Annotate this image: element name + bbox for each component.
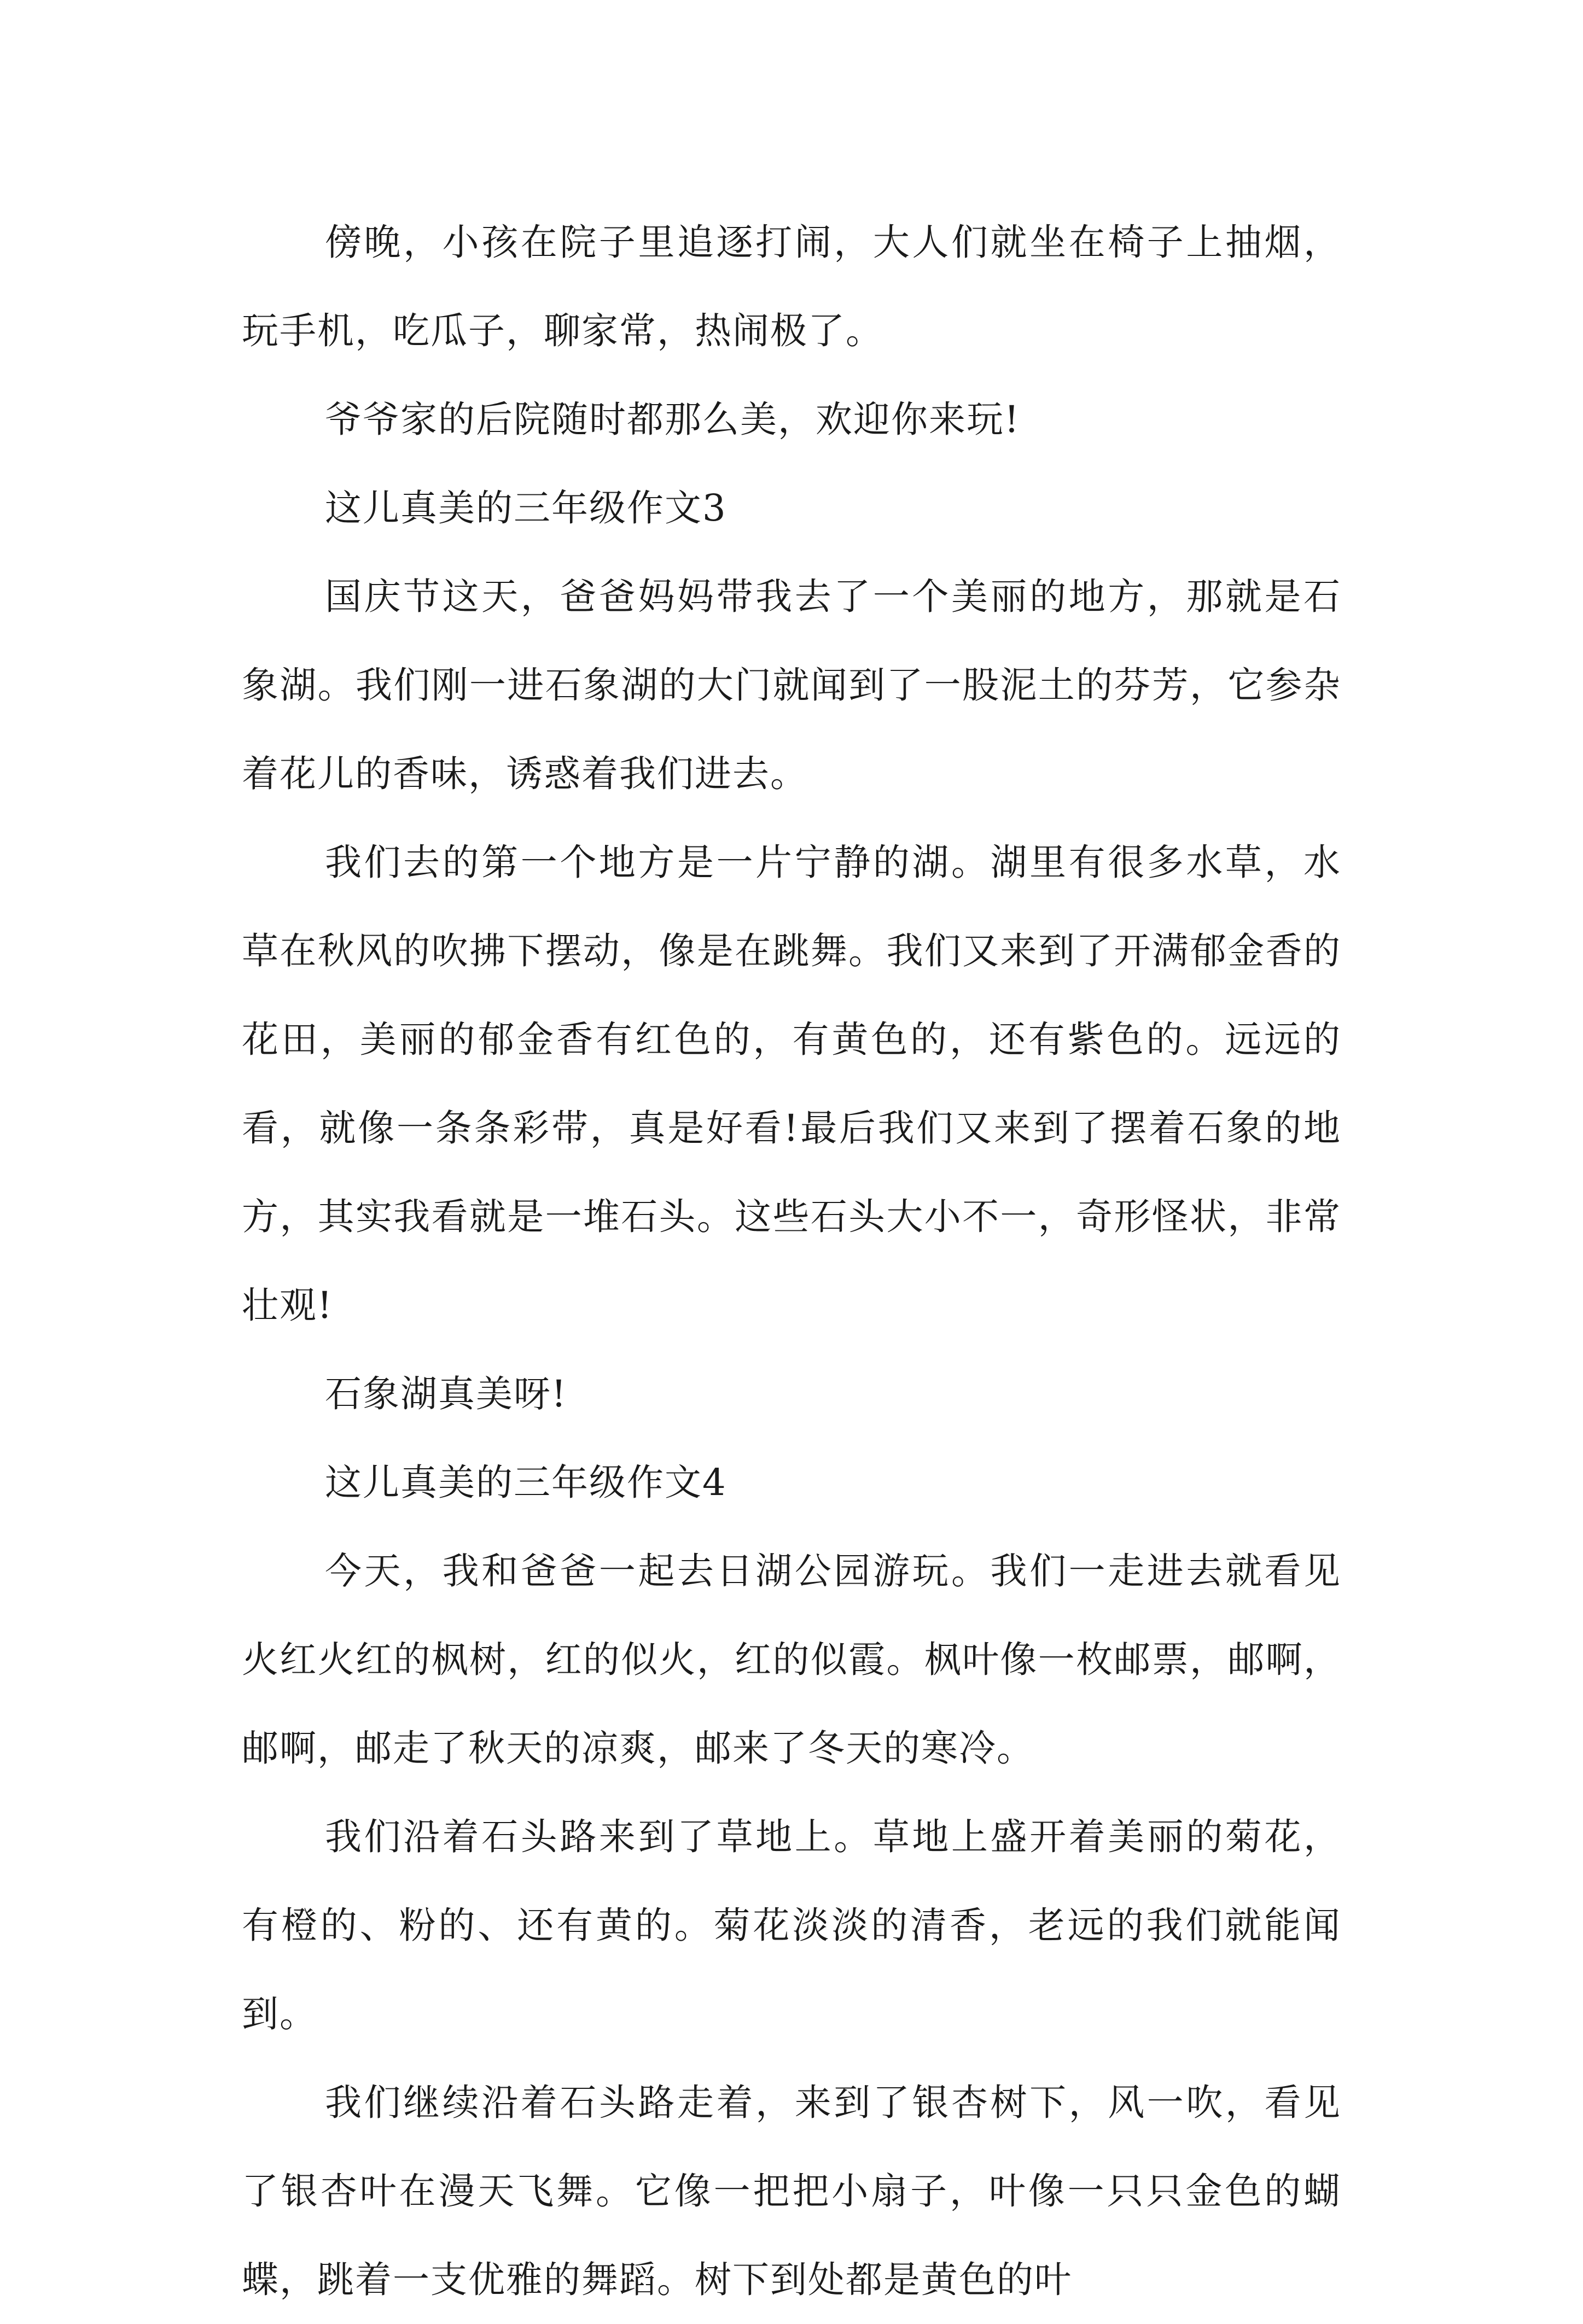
paragraph-national-day: 国庆节这天，爸爸妈妈带我去了一个美丽的地方，那就是石象湖。我们刚一进石象湖的大门就闻到了一股泥土的芬芳，它参杂着花儿的香味，诱惑着我们进去。: [242, 575, 1341, 795]
paragraph-stone-lake: 石象湖真美呀!: [325, 1373, 567, 1415]
paragraph-lake: 我们去的第一个地方是一片宁静的湖。湖里有很多水草，水草在秋风的吹拂下摆动，像是在跳舞。我们又来到了开满郁金香的花田，美丽的郁金香有红色的，有黄色的，还有紫色的。远远的看，就像一条条彩带，真是好看!最后我们又来到了摆着石象的地方，其实我看就是一堆石头。这些石头大小不一，奇形怪状，非常壮观!: [242, 841, 1341, 1327]
paragraph-grass: 我们沿着石头路来到了草地上。草地上盛开着美丽的菊花，有橙的、粉的、还有黄的。菊花淡淡的清香，老远的我们就能闻到。: [242, 1815, 1341, 2035]
paragraph-ginkgo: 我们继续沿着石头路走着，来到了银杏树下，风一吹，看见了银杏叶在漫天飞舞。它像一把把小扇子，叶像一只只金色的蝴蝶，跳着一支优雅的舞蹈。树下到处都是黄色的叶: [242, 2081, 1341, 2301]
essay-heading-3: 这儿真美的三年级作文3: [325, 487, 727, 529]
paragraph-park: 今天，我和爸爸一起去日湖公园游玩。我们一走进去就看见火红火红的枫树，红的似火，红的似霞。枫叶像一枚邮票，邮啊，邮啊，邮走了秋天的凉爽，邮来了冬天的寒冷。: [242, 1550, 1341, 1770]
document-body: [242, 198, 1341, 2324]
paragraph-evening: 傍晚，小孩在院子里追逐打闹，大人们就坐在椅子上抽烟，玩手机，吃瓜子，聊家常，热闹极了。: [242, 221, 1341, 352]
essay-heading-4: 这儿真美的三年级作文4: [325, 1461, 727, 1504]
paragraph-backyard: 爷爷家的后院随时都那么美，欢迎你来玩!: [325, 398, 1020, 441]
